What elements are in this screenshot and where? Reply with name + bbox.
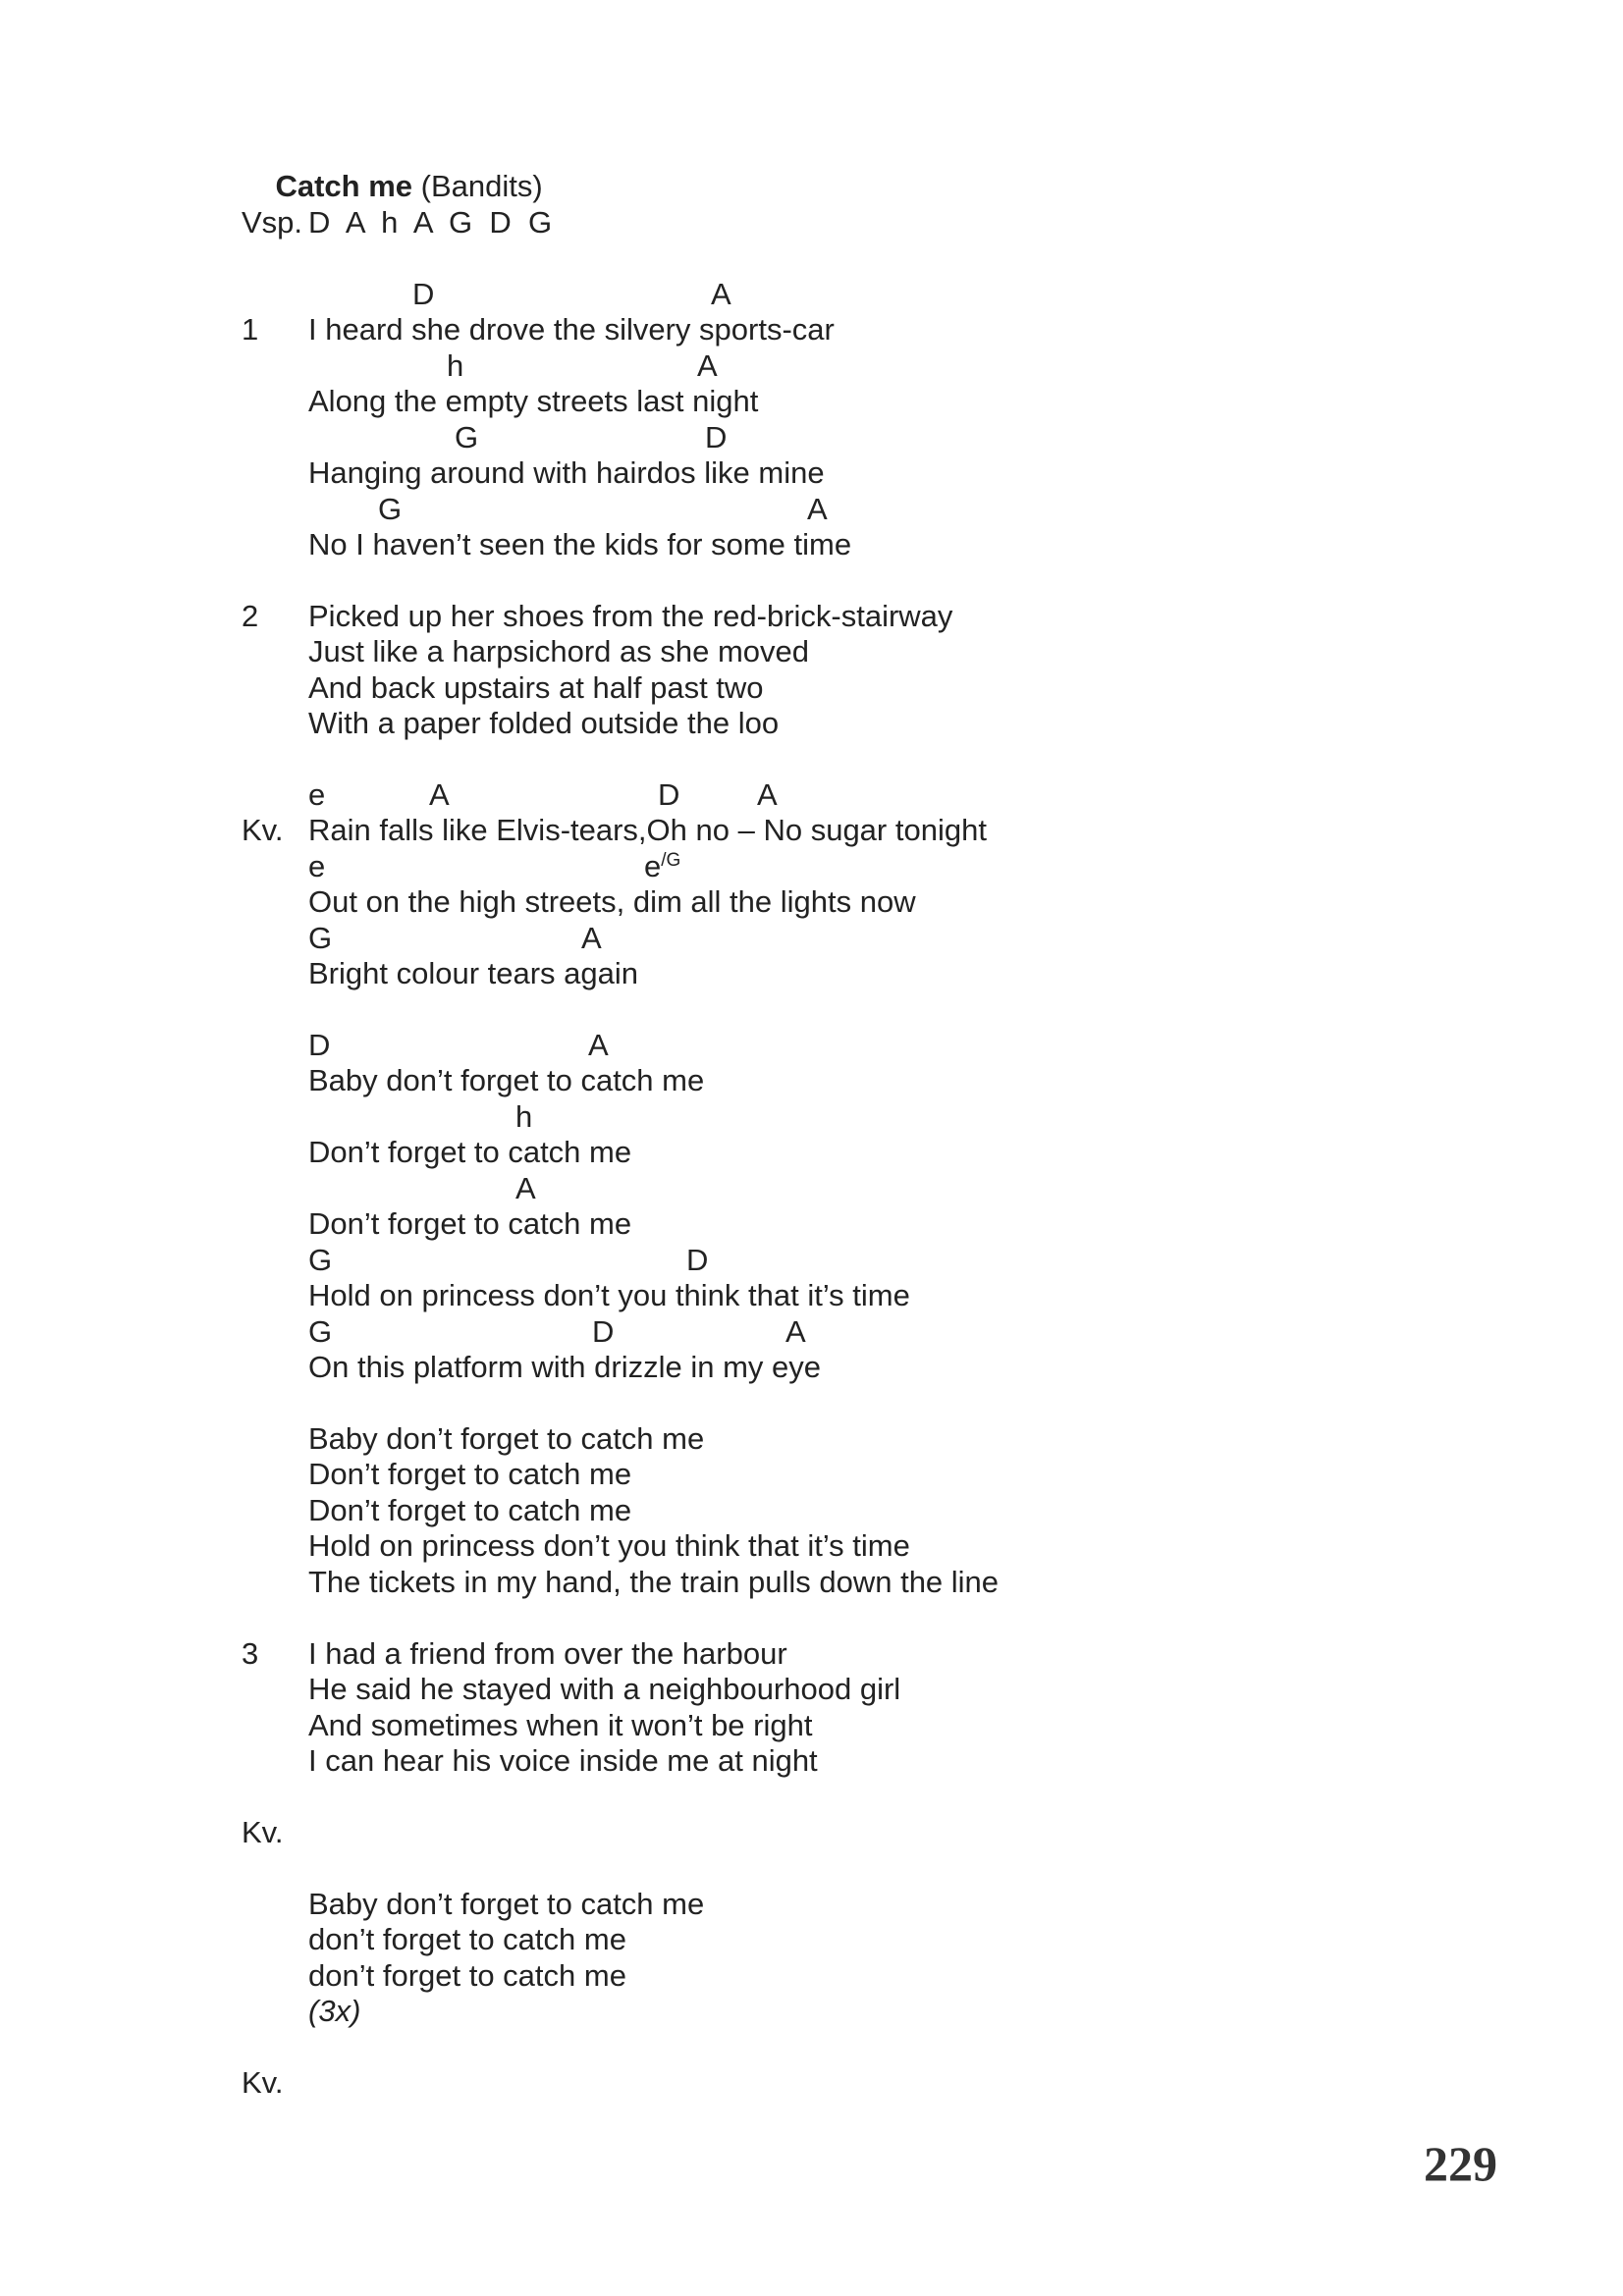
chorus-label: Kv. [242, 813, 284, 847]
chord: e [308, 849, 326, 883]
chord: A [785, 1314, 806, 1349]
chord: G [308, 1314, 333, 1349]
lyric-line: I had a friend from over the harbour [308, 1636, 787, 1671]
lyric-line: Along the empty streets last night [308, 384, 759, 418]
lyric-line: Rain falls like Elvis-tears,Oh no – No sugar tonight [308, 813, 987, 847]
chord: e [644, 849, 662, 883]
chord: e [308, 777, 326, 812]
lyric-line: Don’t forget to catch me [308, 1457, 632, 1491]
chorus-reference: Kv. [242, 1815, 284, 1849]
lyric-line: Bright colour tears again [308, 956, 639, 990]
lyric-line: I heard she drove the silvery sports-car [308, 312, 835, 347]
chord: G [308, 1243, 333, 1277]
chord: h [515, 1099, 533, 1134]
chord: D [592, 1314, 615, 1349]
lyric-line: Picked up her shoes from the red-brick-stairway [308, 599, 953, 633]
lyric-line: don’t forget to catch me [308, 1958, 626, 1993]
lyric-line: I can hear his voice inside me at night [308, 1743, 818, 1778]
chord-bass: /G [661, 850, 681, 871]
chord: A [711, 277, 731, 311]
lyric-line: Out on the high streets, dim all the lights now [308, 884, 916, 919]
chord: A [515, 1171, 536, 1205]
repeat-marker: (3x) [308, 1994, 361, 2028]
lyric-line: Just like a harpsichord as she moved [308, 634, 810, 668]
chorus-reference: Kv. [242, 2065, 284, 2100]
lyric-line: Baby don’t forget to catch me [308, 1063, 705, 1097]
chord: A [697, 348, 718, 383]
chord: D [686, 1243, 709, 1277]
lyric-line: Don’t forget to catch me [308, 1493, 632, 1527]
lyric-line: He said he stayed with a neighbourhood girl [308, 1672, 901, 1706]
chord: A [588, 1028, 609, 1062]
lyric-line: Don’t forget to catch me [308, 1135, 632, 1169]
chord: D [658, 777, 680, 812]
lyric-line: don’t forget to catch me [308, 1922, 626, 1956]
lyric-line: Hanging around with hairdos like mine [308, 455, 825, 490]
verse-number: 1 [242, 312, 259, 347]
chord-with-bass [644, 849, 680, 884]
chord: D [308, 1028, 331, 1062]
chord: A [757, 777, 778, 812]
intro-label: Vsp. [242, 205, 303, 240]
song-name: Catch me [275, 169, 412, 203]
verse-number: 3 [242, 1636, 259, 1671]
lyric-line: No I haven’t seen the kids for some time [308, 527, 852, 561]
lyric-line: Don’t forget to catch me [308, 1206, 632, 1241]
lyric-line: And back upstairs at half past two [308, 670, 764, 705]
verse-number: 2 [242, 599, 259, 633]
lyric-line: With a paper folded outside the loo [308, 706, 780, 740]
lyric-line: On this platform with drizzle in my eye [308, 1350, 822, 1384]
lyric-line: Baby don’t forget to catch me [308, 1421, 705, 1456]
song-artist: (Bandits) [420, 169, 543, 203]
lyric-line: Hold on princess don’t you think that it’s time [308, 1278, 910, 1312]
song-title [242, 133, 543, 203]
chord: G [455, 420, 479, 454]
chord: A [807, 492, 828, 526]
chord: A [581, 921, 602, 955]
lyric-line: Hold on princess don’t you think that it’s time [308, 1528, 910, 1563]
lyric-line: Baby don’t forget to catch me [308, 1887, 705, 1921]
chord: D [705, 420, 728, 454]
chord: A [429, 777, 450, 812]
chord: G [378, 492, 403, 526]
chord: D [412, 277, 435, 311]
intro-chords: D A h A G D G [308, 205, 553, 240]
lyric-line: And sometimes when it won’t be right [308, 1708, 813, 1742]
chord: h [447, 348, 464, 383]
chord: G [308, 921, 333, 955]
page-number: 229 [1424, 2136, 1497, 2191]
lyric-line: The tickets in my hand, the train pulls down the line [308, 1565, 1000, 1599]
